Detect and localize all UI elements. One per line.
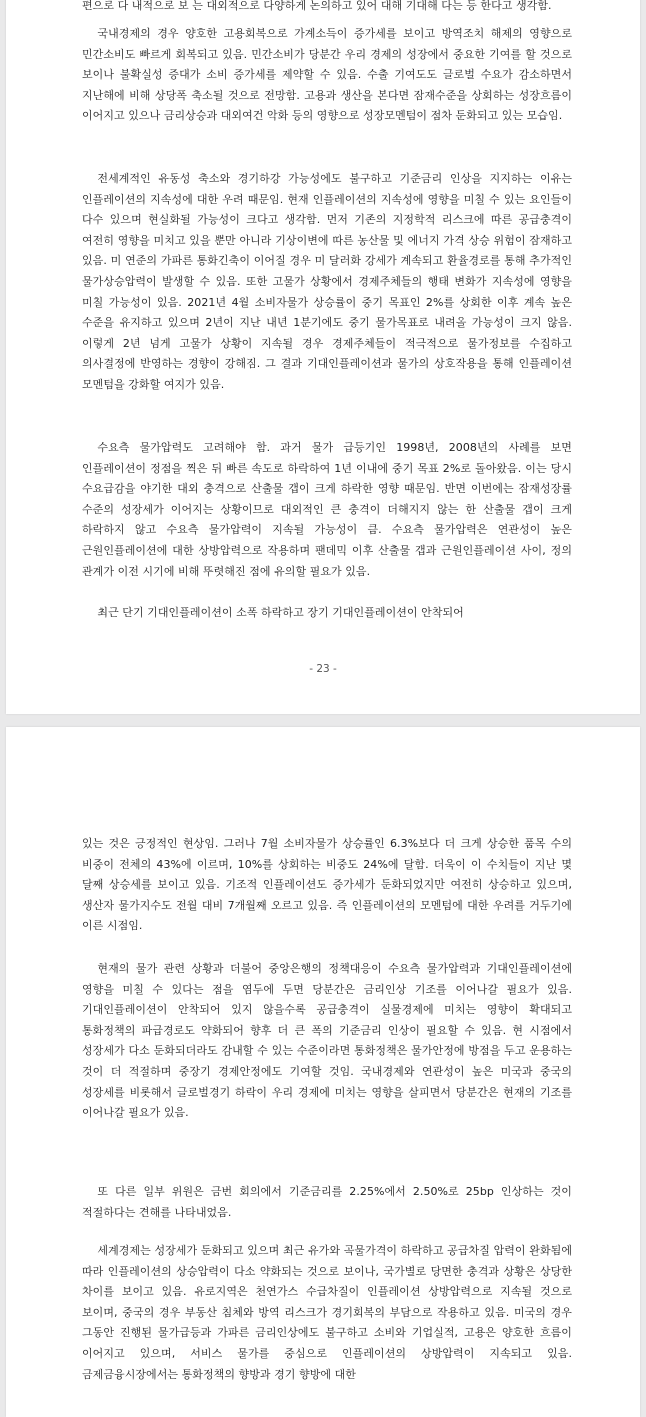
paragraph-policy-stance: 현재의 물가 관련 상황과 더불어 중앙은행의 정책대응이 수요측 물가압력과 기대인플레이션에 영향을 미칠 수 있다는 점을 염두에 두면 당분간은 금리인상 기조를 이어나갈 필요가 있음. 기대인플레이션이 안착되어 있지 않을수록 공급충격이 실물경제에 미치는 영향이 확대되고 통화정책의 파급경로도 약화되어 향후 더 큰 폭의 기준금리 인상이 필요할 수 있음. 현 시점에서 성장세가 다소 둔화되더라도 감내할 수 있는 수준이라면 통화정책은 물가안정에 방점을 두고 운용하는 것이 더 적절하며 중장기 경제안정에도 기여할 것임. 국내경제와 연관성이 높은 미국과 중국의 성장세를 비롯해서 글로벌경기 하락이 우리 경제에 미치는 영향을 살피면서 당분간은 현재의 기조를 이어나갈 필요가 있음.: [82, 962, 572, 1120]
paragraph-expectations-continued: 최근 단기 기대인플레이션이 소폭 하락하고 장기 기대인플레이션이 안착되어: [97, 606, 464, 619]
paragraph-domestic-economy: 국내경제의 경우 양호한 고용회복으로 가계소득이 증가세를 보이고 방역조치 해제의 영향으로 민간소비도 빠르게 회복되고 있음. 민간소비가 당분간 우리 경제의 성장에서 중요한 기여를 할 것으로 보이나 불확실성 증대가 소비 증가세를 제약할 수 있음. 수출 기여도도 글로벌 수요가 감소하면서 지난해에 비해 상당폭 축소될 것으로 전망함. 고용과 생산을 본다면 잠재수준을 상회하는 성장흐름이 이어지고 있으나 금리상승과 대외여건 악화 등의 영향으로 성장모멘텀이 점차 둔화되고 있는 모습임.: [82, 27, 572, 123]
document-page-23: [6, 0, 640, 714]
paragraph-expectations-cont: 있는 것은 긍정적인 현상임. 그러나 7월 소비자물가 상승률인 6.3%보다 더 크게 상승한 품목 수의 비중이 전체의 43%에 이르며, 10%를 상회하는 비중도 24%에 달함. 더욱이 이 수치들이 지난 몇 달째 상승세를 보이고 있음. 기조적 인플레이션도 증가세가 둔화되었지만 여전히 상승하고 있으며, 생산자 물가지수도 전월 대비 7개월째 오르고 있음. 즉 인플레이션의 모멘텀에 대한 우려를 거두기에 이른 시점임.: [82, 837, 572, 933]
paragraph-demand-pressure: 수요측 물가압력도 고려해야 함. 과거 물가 급등기인 1998년, 2008년의 사례를 보면 인플레이션이 정점을 찍은 뒤 빠른 속도로 하락하여 1년 이내에 중기 목표 2%로 돌아왔음. 이는 당시 수요급감을 야기한 대외 충격으로 산출물 갭이 크게 하락한 영향 때문임. 반면 이번에는 잠재성장률 수준의 성장세가 이어지는 상황이므로 대외적인 큰 충격이 더해지지 않는 한 산출물 갭이 크게 하락하지 않고 수요측 물가압력이 지속될 가능성이 큼. 수요측 물가압력은 연관성이 높은 근원인플레이션에 대한 상방압력으로 작용하며 팬데믹 이후 산출물 갭과 근원인플레이션 사이, 정의 관계가 이전 시기에 비해 뚜렷해진 점에 유의할 필요가 있음.: [82, 441, 572, 578]
paragraph-inflation-persistence: 전세계적인 유동성 축소와 경기하강 가능성에도 불구하고 기준금리 인상을 지지하는 이유는 인플레이션의 지속성에 대한 우려 때문임. 현재 인플레이션의 지속성에 영향을 미칠 수 있는 요인들이 다수 있으며 현실화될 가능성이 크다고 생각함. 먼저 기존의 지정학적 리스크에 따른 공급충격이 여전히 영향을 미치고 있을 뿐만 아니라 기상이변에 따른 농산물 및 에너지 가격 상승 위험이 잠재하고 있음. 미 연준의 가파른 통화긴축이 이어질 경우 미 달러화 강세가 계속되고 환율경로를 통해 추가적인 물가상승압력이 발생할 수 있음. 또한 고물가 상황에서 경제주체들의 행태 변화가 지속성에 영향을 미칠 가능성이 있음. 2021년 4월 소비자물가 상승률이 중기 목표인 2%를 상회한 이후 계속 높은 수준을 유지하고 있으며 2년이 지난 내년 1분기에도 중기 물가목표로 내려올 가능성이 크지 않음. 이렇게 2년 넘게 고물가 상황이 지속될 경우 경제주체들이 적극적으로 물가정보를 수집하고 의사결정에 반영하는 경향이 강해짐. 그 결과 기대인플레이션과 물가의 상호작용을 통해 인플레이션 모멘텀을 강화할 여지가 있음.: [82, 172, 572, 391]
document-page-24: [6, 727, 640, 1417]
paragraph-member-view: 또 다른 일부 위원은 금번 회의에서 기준금리를 2.25%에서 2.50%로 25bp 인상하는 것이 적절하다는 견해를 나타내었음.: [82, 1185, 572, 1219]
paragraph-world-economy: 세계경제는 성장세가 둔화되고 있으며 최근 유가와 곡물가격이 하락하고 공급차질 압력이 완화됨에 따라 인플레이션의 상승압력이 다소 약화되는 것으로 보이나, 국가별로 당면한 충격과 상황은 상당한 차이를 보이고 있음. 유로지역은 천연가스 수급차질이 인플레이션 상방압력으로 지속될 것으로 보이며, 중국의 경우 부동산 침체와 방역 리스크가 경기회복의 부담으로 작용하고 있음. 미국의 경우 그동안 진행된 물가급등과 가파른 금리인상에도 불구하고 소비와 기업실적, 고용은 양호한 흐름이 이어지고 있으며, 서비스 물가를 중심으로 인플레이션의 상방압력이 지속되고 있음. 금제금융시장에서는 통화정책의 향방과 경기 향방에 대한: [82, 1244, 572, 1381]
paragraph-top-fragment: 편으로 다 내적으로 보 는 대외적으로 다양하게 논의하고 있어 대해 기대해 다는 등 한다고 생각함.: [82, 0, 552, 12]
page-number: - 23 -: [309, 663, 337, 675]
